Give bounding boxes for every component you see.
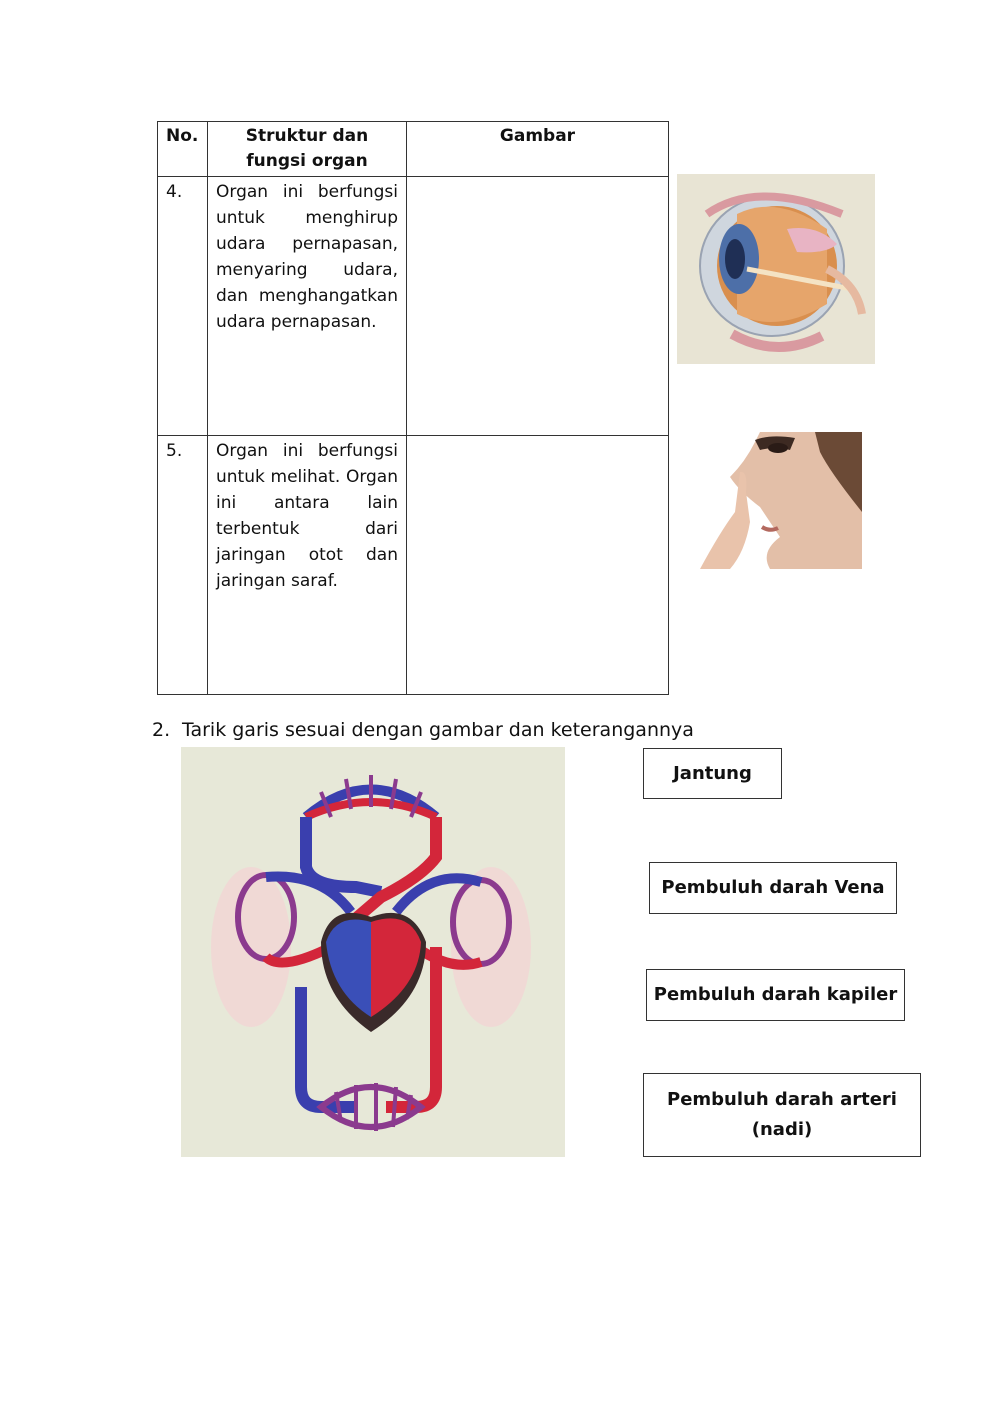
label-kapiler[interactable]: Pembuluh darah kapiler	[646, 969, 905, 1021]
label-jantung[interactable]: Jantung	[643, 748, 782, 799]
row-number: 4.	[158, 177, 208, 436]
image-drop-cell[interactable]	[407, 177, 669, 436]
row-number: 5.	[158, 436, 208, 695]
table-row	[158, 177, 669, 436]
row-description: Organ ini berfungsi untuk melihat. Organ ini antara lain terbentuk dari jaringan otot dan jaringan saraf.	[208, 436, 407, 695]
question-number: 2.	[152, 719, 171, 741]
organ-table	[157, 121, 669, 695]
table-header-row	[158, 122, 669, 177]
label-vena[interactable]: Pembuluh darah Vena	[649, 862, 897, 914]
nose-profile-image[interactable]	[700, 432, 862, 569]
blood-circulation-diagram[interactable]	[181, 747, 565, 1157]
question-2	[152, 719, 694, 741]
label-arteri[interactable]: Pembuluh darah arteri (nadi)	[643, 1073, 921, 1157]
question-text: Tarik garis sesuai dengan gambar dan keterangannya	[182, 719, 694, 741]
row-description: Organ ini berfungsi untuk menghirup udara pernapasan, menyaring udara, dan menghangatkan udara pernapasan.	[208, 177, 407, 436]
header-gambar: Gambar	[407, 122, 669, 177]
image-drop-cell[interactable]	[407, 436, 669, 695]
header-no: No.	[158, 122, 208, 177]
table-row	[158, 436, 669, 695]
eye-anatomy-image[interactable]	[677, 174, 875, 364]
header-struktur: Struktur dan fungsi organ	[208, 122, 407, 177]
